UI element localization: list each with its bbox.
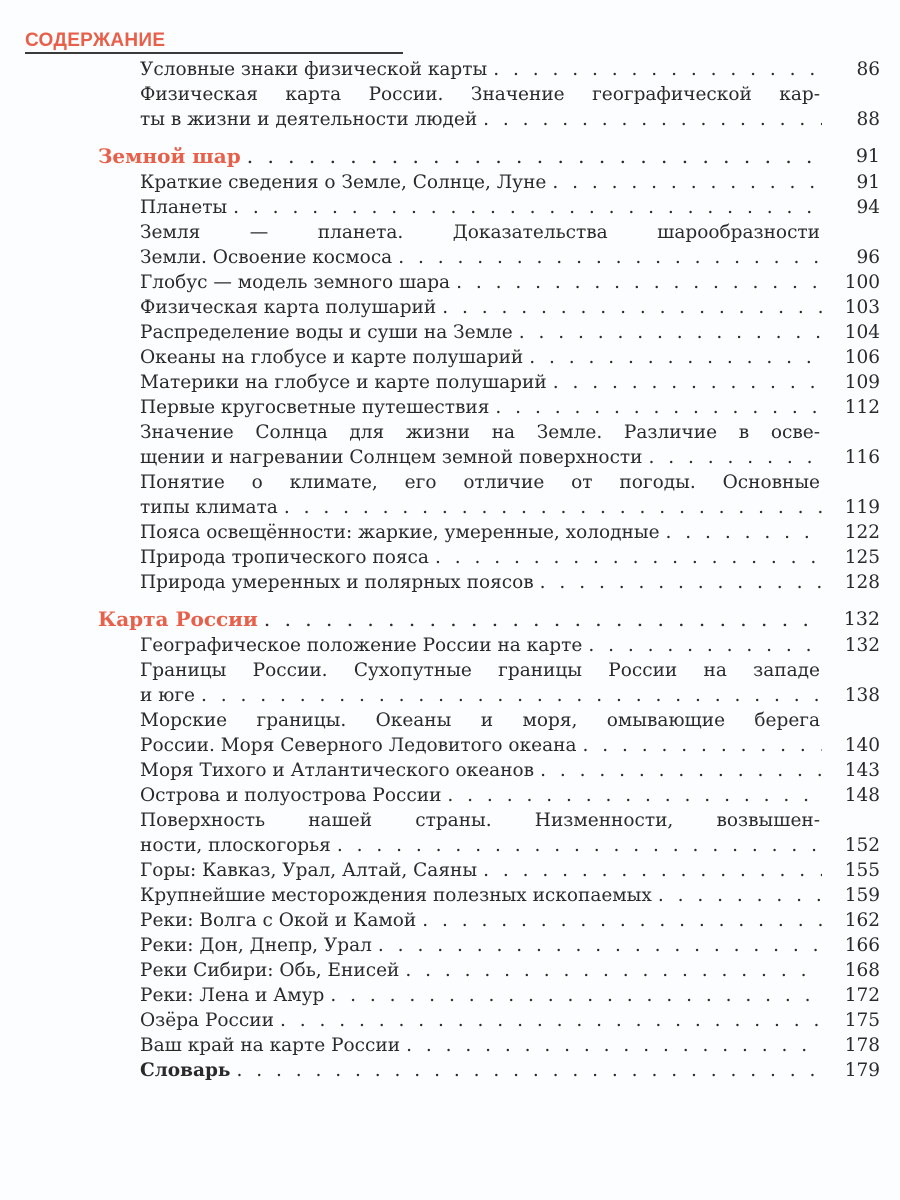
page-number: 122 [844, 522, 880, 543]
entry-last-line [140, 683, 880, 708]
page-number: 112 [844, 397, 880, 418]
entry-text-line: Понятие о климате, его отличие от погоды. Основные [140, 472, 820, 493]
page-number: 104 [844, 322, 880, 343]
dot-leader [400, 1033, 822, 1058]
entry-last-line [140, 445, 880, 470]
entry-text: России. Моря Северного Ледовитого океана [140, 735, 577, 756]
entry-last-line [140, 245, 880, 270]
page-number: 88 [856, 109, 880, 130]
dot-leader [489, 395, 822, 420]
page-number: 175 [844, 1010, 880, 1031]
entry-last-line [140, 633, 880, 658]
entry-text: Реки: Лена и Амур [140, 985, 325, 1006]
entry-last-line [140, 883, 880, 908]
entry-text: Краткие сведения о Земле, Солнце, Луне [140, 172, 547, 193]
entry-last-line [140, 107, 880, 132]
dot-leader [372, 933, 822, 958]
entry-last-line [140, 908, 880, 933]
toc-entry[interactable] [140, 708, 880, 758]
entry-text: Моря Тихого и Атлантического океанов [140, 760, 535, 781]
entry-text: Условные знаки физической карты [140, 59, 488, 80]
page-number: 168 [844, 960, 880, 981]
entry-last-line [140, 57, 880, 82]
toc-entry[interactable] [140, 570, 880, 595]
page-number: 152 [844, 835, 880, 856]
entry-text: Природа тропического пояса [140, 547, 429, 568]
heading-rule [25, 52, 403, 54]
toc-entry[interactable] [140, 858, 880, 883]
toc-entry[interactable] [140, 758, 880, 783]
entry-text-line: Морские границы. Океаны и моря, омывающие берега [140, 710, 820, 731]
section-title: Карта России [98, 607, 258, 631]
toc-entry[interactable] [140, 270, 880, 295]
toc-entry[interactable] [140, 658, 880, 708]
page-number: 100 [844, 272, 880, 293]
entry-text: Распределение воды и суши на Земле [140, 322, 513, 343]
entry-last-line [140, 783, 880, 808]
toc-entry[interactable] [140, 420, 880, 470]
dot-leader [258, 605, 822, 633]
entry-text: ты в жизни и деятельности людей [140, 109, 478, 130]
entry-text: Острова и полуострова России [140, 785, 442, 806]
entry-last-line [140, 570, 880, 595]
toc-entry[interactable] [140, 470, 880, 520]
page-number: 143 [844, 760, 880, 781]
toc-entry[interactable] [140, 883, 880, 908]
page-heading: СОДЕРЖАНИЕ [25, 30, 166, 51]
toc-entry[interactable] [140, 1008, 880, 1033]
dot-leader [241, 142, 822, 170]
dot-leader [546, 170, 822, 195]
page-number: 106 [844, 347, 880, 368]
entry-last-line [140, 170, 880, 195]
entry-text: Пояса освещённости: жаркие, умеренные, холодные [140, 522, 660, 543]
entry-last-line [140, 758, 880, 783]
toc-entry[interactable] [140, 82, 880, 132]
page-number: 91 [855, 145, 880, 167]
dot-leader [227, 195, 822, 220]
dot-leader [274, 1008, 822, 1033]
toc-entry[interactable] [140, 783, 880, 808]
entry-text: Крупнейшие месторождения полезных ископаемых [140, 885, 652, 906]
entry-text: Реки Сибири: Обь, Енисей [140, 960, 400, 981]
toc-entry[interactable] [140, 57, 880, 82]
dot-leader [487, 57, 822, 82]
page-number: 125 [844, 547, 880, 568]
entry-text: Словарь [140, 1060, 231, 1081]
entry-last-line [140, 395, 880, 420]
entry-text: ности, плоскогорья [140, 835, 331, 856]
table-of-contents [0, 57, 900, 1083]
page-number: 178 [844, 1035, 880, 1056]
page-number: 128 [844, 572, 880, 593]
entry-text: Ваш край на карте России [140, 1035, 401, 1056]
toc-entry[interactable] [140, 220, 880, 270]
toc-entry[interactable] [140, 345, 880, 370]
entry-text: типы климата [140, 497, 278, 518]
dot-leader [429, 545, 822, 570]
entry-last-line [140, 833, 880, 858]
entry-text: Природа умеренных и полярных поясов [140, 572, 534, 593]
entry-text: Глобус — модель земного шара [140, 272, 451, 293]
dot-leader [278, 495, 822, 520]
entry-last-line [140, 195, 880, 220]
dot-leader [392, 245, 822, 270]
dot-leader [582, 633, 822, 658]
toc-entry[interactable] [140, 1058, 880, 1083]
toc-entry[interactable] [140, 633, 880, 658]
page-number: 119 [844, 497, 880, 518]
toc-section [0, 605, 900, 1083]
entry-text: Земли. Освоение космоса [140, 247, 393, 268]
page-number: 132 [844, 635, 880, 656]
entry-last-line [140, 958, 880, 983]
entry-text: Географическое положение России на карте [140, 635, 583, 656]
dot-leader [643, 445, 823, 470]
section-heading[interactable] [98, 142, 880, 170]
page-number: 166 [844, 935, 880, 956]
toc-entry[interactable] [140, 1033, 880, 1058]
page-number: 116 [844, 447, 880, 468]
entry-text-line: Границы России. Сухопутные границы России на западе [140, 660, 820, 681]
entry-last-line [140, 295, 880, 320]
dot-leader [534, 758, 822, 783]
entry-last-line [140, 270, 880, 295]
entry-text: Горы: Кавказ, Урал, Алтай, Саяны [140, 860, 478, 881]
entry-text: Реки: Волга с Окой и Камой [140, 910, 417, 931]
entry-text: Реки: Дон, Днепр, Урал [140, 935, 372, 956]
dot-leader [324, 983, 822, 1008]
page-number: 172 [844, 985, 880, 1006]
toc-entry[interactable] [140, 908, 880, 933]
dot-leader [477, 107, 822, 132]
entry-last-line [140, 1033, 880, 1058]
dot-leader [450, 270, 822, 295]
entry-text-line: Значение Солнца для жизни на Земле. Различие в осве- [140, 422, 820, 443]
dot-leader [660, 520, 822, 545]
toc-entry[interactable] [140, 933, 880, 958]
entry-last-line [140, 495, 880, 520]
toc-section [0, 57, 900, 132]
entry-last-line [140, 1008, 880, 1033]
section-title: Земной шар [98, 144, 241, 168]
entry-last-line [140, 320, 880, 345]
toc-entry[interactable] [140, 395, 880, 420]
entry-text: Первые кругосветные путешествия [140, 397, 490, 418]
dot-leader [416, 908, 822, 933]
dot-leader [399, 958, 822, 983]
dot-leader [547, 370, 822, 395]
page-number: 132 [843, 608, 880, 630]
page-number: 162 [844, 910, 880, 931]
entry-last-line [140, 983, 880, 1008]
entry-last-line [140, 545, 880, 570]
toc-entry[interactable] [140, 170, 880, 195]
entry-last-line [140, 933, 880, 958]
entry-text: и юге [140, 685, 195, 706]
entry-last-line [140, 370, 880, 395]
entry-last-line [140, 520, 880, 545]
entry-text-line: Поверхность нашей страны. Низменности, возвышен- [140, 810, 820, 831]
page-number: 91 [856, 172, 880, 193]
toc-entry[interactable] [140, 983, 880, 1008]
page-number: 109 [844, 372, 880, 393]
page-number: 148 [844, 785, 880, 806]
page-number: 179 [844, 1060, 880, 1081]
entry-last-line [140, 858, 880, 883]
entry-text-line: Земля — планета. Доказательства шарообразности [140, 222, 820, 243]
toc-section [0, 142, 900, 595]
dot-leader [523, 345, 822, 370]
dot-leader [195, 683, 822, 708]
page-number: 138 [844, 685, 880, 706]
entry-last-line [140, 1058, 880, 1083]
toc-entry[interactable] [140, 808, 880, 858]
dot-leader [331, 833, 822, 858]
entry-text: щении и нагревании Солнцем земной поверхности [140, 447, 643, 468]
toc-entry[interactable] [140, 295, 880, 320]
dot-leader [230, 1058, 822, 1083]
toc-entry[interactable] [140, 958, 880, 983]
entry-text-line: Физическая карта России. Значение географической кар- [140, 84, 820, 105]
entry-text: Планеты [140, 197, 228, 218]
page-number: 103 [844, 297, 880, 318]
dot-leader [652, 883, 822, 908]
entry-text: Озёра России [140, 1010, 274, 1031]
dot-leader [576, 733, 822, 758]
dot-leader [441, 783, 822, 808]
entry-last-line [140, 345, 880, 370]
page-number: 140 [844, 735, 880, 756]
entry-last-line [140, 733, 880, 758]
toc-entry[interactable] [140, 520, 880, 545]
section-heading[interactable] [98, 605, 880, 633]
page-number: 155 [844, 860, 880, 881]
dot-leader [534, 570, 822, 595]
toc-entry[interactable] [140, 320, 880, 345]
toc-entry[interactable] [140, 545, 880, 570]
toc-entry[interactable] [140, 370, 880, 395]
page-number: 159 [844, 885, 880, 906]
dot-leader [436, 295, 822, 320]
entry-text: Физическая карта полушарий [140, 297, 437, 318]
page-number: 96 [856, 247, 880, 268]
entry-text: Океаны на глобусе и карте полушарий [140, 347, 524, 368]
page-number: 94 [856, 197, 880, 218]
page-number: 86 [856, 59, 880, 80]
dot-leader [477, 858, 822, 883]
dot-leader [513, 320, 822, 345]
entry-text: Материки на глобусе и карте полушарий [140, 372, 547, 393]
toc-entry[interactable] [140, 195, 880, 220]
